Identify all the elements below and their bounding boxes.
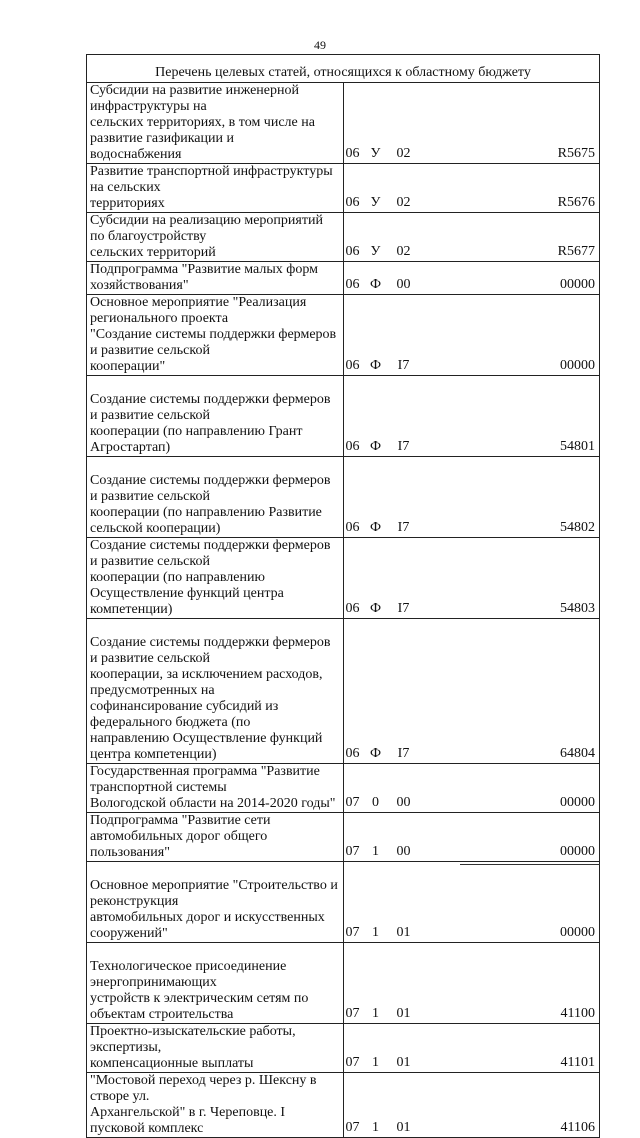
row-title: [87, 213, 344, 262]
row-title: [87, 619, 344, 764]
code-part-c4: 00000: [560, 844, 595, 859]
code-part-c3: 00: [396, 844, 411, 859]
row-title-text: Подпрограмма "Развитие малых форм хозяйствования": [90, 262, 318, 293]
row-code: [343, 538, 600, 619]
code-part-c4: 41106: [560, 1120, 595, 1135]
row-title: [87, 376, 344, 457]
row-code: [343, 457, 600, 538]
code-part-c1: 06: [345, 244, 360, 259]
code-part-c3: I7: [397, 601, 410, 616]
row-code: [343, 376, 600, 457]
code-part-c2: 1: [372, 1006, 379, 1021]
code-part-c2: Ф: [369, 520, 382, 535]
row-code: [343, 1024, 600, 1073]
table-row: [87, 1073, 600, 1138]
code-part-c1: 07: [345, 1120, 360, 1135]
code-part-c3: 02: [396, 244, 411, 259]
row-title-text: Технологическое присоединение энергопринимающих устройств к электрическим сетям по объектам строительства: [90, 959, 309, 1022]
row-title: [87, 862, 344, 943]
row-code: [343, 862, 600, 943]
code-part-c4: 41100: [560, 1006, 595, 1021]
code-part-c1: 06: [345, 195, 360, 210]
row-title-text: Создание системы поддержки фермеров и развитие сельской кооперации (по направлению Грант Агростартап): [90, 392, 331, 455]
footer-rule: [460, 864, 600, 865]
code-part-c2: 1: [372, 844, 379, 859]
row-title-text: Подпрограмма "Развитие сети автомобильных дорог общего пользования": [90, 813, 271, 860]
row-title-text: Основное мероприятие "Строительство и реконструкция автомобильных дорог и искусственных сооружений": [90, 878, 338, 941]
code-part-c4: 00000: [560, 795, 595, 810]
code-part-c4: 00000: [560, 277, 595, 292]
table-row: [87, 262, 600, 295]
code-part-c3: 01: [396, 1055, 411, 1070]
code-part-c4: R5677: [557, 244, 595, 259]
row-code: [343, 813, 600, 862]
row-code: [343, 295, 600, 376]
row-title: [87, 943, 344, 1024]
code-part-c3: I7: [397, 520, 410, 535]
table-row: [87, 943, 600, 1024]
table-row: [87, 83, 600, 164]
row-title: [87, 83, 344, 164]
code-part-c2: У: [370, 195, 381, 210]
table-row: [87, 538, 600, 619]
code-part-c1: 06: [345, 277, 360, 292]
row-title: [87, 1073, 344, 1138]
table-row: [87, 813, 600, 862]
code-part-c2: 1: [372, 1055, 379, 1070]
code-part-c3: I7: [397, 358, 410, 373]
code-part-c3: 02: [396, 146, 411, 161]
code-part-c2: Ф: [369, 277, 382, 292]
row-code: [343, 943, 600, 1024]
code-part-c2: Ф: [369, 746, 382, 761]
code-part-c3: 00: [396, 277, 411, 292]
code-part-c4: 64804: [560, 746, 595, 761]
code-part-c1: 06: [345, 520, 360, 535]
row-code: [343, 764, 600, 813]
code-part-c2: Ф: [369, 358, 382, 373]
row-title: [87, 538, 344, 619]
code-part-c2: Ф: [369, 601, 382, 616]
row-title-text: Субсидии на реализацию мероприятий по благоустройству сельских территорий: [90, 213, 323, 260]
row-title: [87, 262, 344, 295]
code-part-c4: 54803: [560, 601, 595, 616]
row-code: [343, 1073, 600, 1138]
code-part-c4: 54802: [560, 520, 595, 535]
row-code: [343, 262, 600, 295]
row-title-text: Основное мероприятие "Реализация регионального проекта "Создание системы поддержки фермеров и развитие сельской кооперации": [90, 295, 337, 374]
row-code: [343, 164, 600, 213]
row-title: [87, 813, 344, 862]
code-part-c1: 06: [345, 601, 360, 616]
row-title: [87, 457, 344, 538]
code-part-c2: У: [370, 146, 381, 161]
code-part-c1: 07: [345, 795, 360, 810]
code-part-c4: R5675: [557, 146, 595, 161]
code-part-c3: 01: [396, 1006, 411, 1021]
code-part-c4: 00000: [560, 925, 595, 940]
code-part-c3: 01: [396, 1120, 411, 1135]
table-row: [87, 164, 600, 213]
code-part-c1: 07: [345, 1006, 360, 1021]
code-part-c4: 54801: [560, 439, 595, 454]
row-code: [343, 619, 600, 764]
table-row: [87, 619, 600, 764]
code-part-c3: 00: [396, 795, 411, 810]
code-part-c1: 06: [345, 146, 360, 161]
code-part-c1: 06: [345, 746, 360, 761]
table-caption-row: [87, 55, 600, 83]
table-row: [87, 295, 600, 376]
table-row: [87, 213, 600, 262]
code-part-c1: 07: [345, 1055, 360, 1070]
code-part-c1: 06: [345, 358, 360, 373]
table-row: [87, 1024, 600, 1073]
code-part-c1: 06: [345, 439, 360, 454]
table-row: [87, 862, 600, 943]
row-title-text: Создание системы поддержки фермеров и развитие сельской кооперации, за исключением расходов, предусмотренных на софинансирование субсидий из федерального бюджета (по направлению Осуществление функций центра компетенции): [90, 635, 331, 762]
row-title-text: "Мостовой переход через р. Шексну в створе ул. Архангельской" в г. Череповце. I пусковой комплекс: [90, 1073, 317, 1136]
table-row: [87, 764, 600, 813]
code-part-c3: I7: [397, 746, 410, 761]
row-title: [87, 295, 344, 376]
table-row: [87, 457, 600, 538]
target-articles-table: [86, 54, 600, 1138]
row-title: [87, 1024, 344, 1073]
row-title-text: Государственная программа "Развитие транспортной системы Вологодской области на 2014-2020 годы": [90, 764, 336, 811]
table-row: [87, 376, 600, 457]
code-part-c2: Ф: [369, 439, 382, 454]
row-title-text: Создание системы поддержки фермеров и развитие сельской кооперации (по направлению Развитие сельской кооперации): [90, 473, 331, 536]
code-part-c2: 1: [372, 925, 379, 940]
row-code: [343, 213, 600, 262]
code-part-c3: I7: [397, 439, 410, 454]
code-part-c2: У: [370, 244, 381, 259]
code-part-c2: 0: [372, 795, 379, 810]
code-part-c3: 01: [396, 925, 411, 940]
row-title-text: Развитие транспортной инфраструктуры на сельских территориях: [90, 164, 333, 211]
code-part-c4: 41101: [560, 1055, 595, 1070]
page-number: 49: [314, 38, 326, 52]
row-title-text: Субсидии на развитие инженерной инфраструктуры на сельских территориях, в том числе на развитие газификации и водоснабжения: [90, 83, 315, 162]
row-title: [87, 164, 344, 213]
code-part-c3: 02: [396, 195, 411, 210]
code-part-c4: 00000: [560, 358, 595, 373]
table-caption: Перечень целевых статей, относящихся к областному бюджету: [87, 55, 600, 83]
row-title: [87, 764, 344, 813]
row-code: [343, 83, 600, 164]
code-part-c1: 07: [345, 925, 360, 940]
code-part-c1: 07: [345, 844, 360, 859]
row-title-text: Проектно-изыскательские работы, экспертизы, компенсационные выплаты: [90, 1024, 296, 1071]
code-part-c2: 1: [372, 1120, 379, 1135]
row-title-text: Создание системы поддержки фермеров и развитие сельской кооперации (по направлению Осуществление функций центра компетенции): [90, 538, 331, 617]
code-part-c4: R5676: [557, 195, 595, 210]
